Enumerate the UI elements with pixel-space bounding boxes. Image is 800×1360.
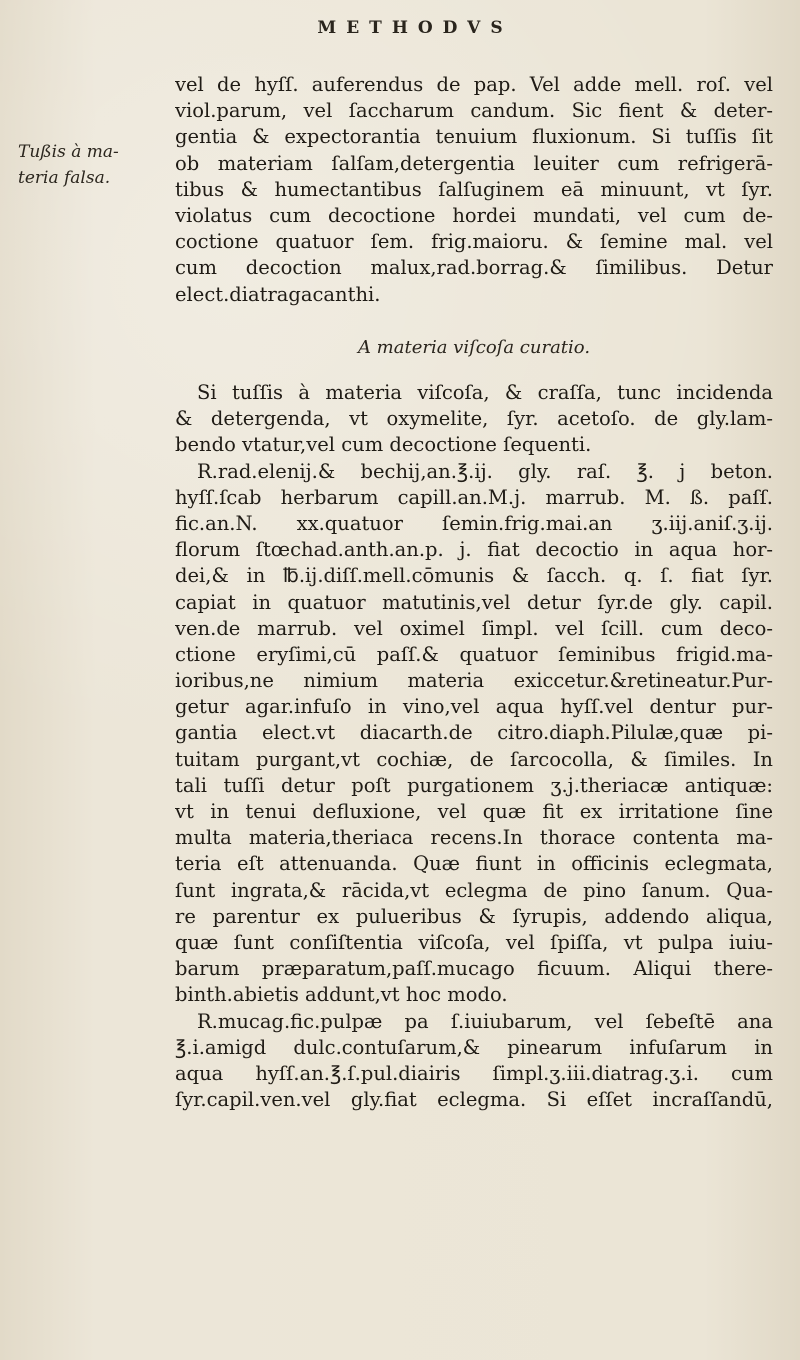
text-line: elect.diatragacanthi. <box>175 282 381 306</box>
text-line: ob materiam ſalſam,detergentia leuiter cum refrigerā- <box>175 151 773 175</box>
running-head: METHODVS <box>317 18 513 38</box>
recipe-line: R.mucag.fic.pulpæ pa ſ.iuiubarum, vel ſebeſtē ana <box>197 1009 773 1033</box>
text-line: bendo vtatur,vel cum decoctione ſequenti. <box>175 433 592 457</box>
margin-note-line: Tußis à ma- <box>18 142 119 162</box>
text-line: fic.an.N. xx.quatuor ſemin.frig.mai.an ʒ.iij.aniſ.ʒ.ij. <box>175 511 773 535</box>
text-line: vel de hyſſ. auferendus de pap. Vel adde mell. roſ. vel <box>175 73 773 96</box>
text-line: ℥.i.amigd dulc.contuſarum,& pinearum infuſarum in <box>175 1035 773 1059</box>
text-line: & detergenda, vt oxymelite, ſyr. acetoſo. de gly.lam- <box>175 407 773 431</box>
paragraph-2 <box>175 380 773 1113</box>
text-line: binth.abietis addunt,vt hoc modo. <box>175 983 508 1007</box>
text-line: tali tuſſi detur poſt purgationem ʒ.j.theriacæ antiquæ: <box>175 773 773 797</box>
text-line: hyſſ.ſcab herbarum capill.an.M.j. marrub. M. ß. paſſ. <box>175 485 773 509</box>
text-line: ven.de marrub. vel oximel ſimpl. vel ſcill. cum deco- <box>175 616 773 640</box>
text-line: ſunt ingrata,& rācida,vt eclegma de pino ſanum. Qua- <box>175 878 773 902</box>
text-line: multa materia,theriaca recens.In thorace contenta ma- <box>175 826 773 850</box>
text-line: re parentur ex pulueribus & ſyrupis, addendo aliqua, <box>175 904 773 928</box>
text-line: ioribus,ne nimium materia exiccetur.&retineatur.Pur- <box>175 669 773 693</box>
text-line: getur agar.infuſo in vino,vel aqua hyſſ.vel dentur pur- <box>175 695 773 719</box>
text-line: gantia elect.vt diacarth.de citro.diaph.Pilulæ,quæ pi- <box>175 721 773 745</box>
text-line: ctione eryſimi,cū paſſ.& quatuor ſeminibus frigid.ma- <box>175 642 773 666</box>
paragraph-1 <box>175 72 773 308</box>
text-line: teria eſt attenuanda. Quæ fiunt in officinis eclegmata, <box>175 852 773 876</box>
text-line: ſyr.capil.ven.vel gly.fiat eclegma. Si eſſet incraſſandū, <box>175 1088 773 1112</box>
text-line: Si tuſſis à materia viſcoſa, & craſſa, tunc incidenda <box>197 381 773 404</box>
text-line: violatus cum decoctione hordei mundati, vel cum de- <box>175 203 773 227</box>
recipe-line: R.rad.elenij.& bechij,an.℥.ij. gly. raſ. ℥. j beton. <box>197 459 773 483</box>
text-line: cum decoction malux,rad.borrag.& ſimilibus. Detur <box>175 256 773 280</box>
text-line: coctione quatuor ſem. frig.maioru. & ſemine mal. vel <box>175 230 773 254</box>
section-heading: A materia viſcoſa curatio. <box>357 337 591 358</box>
text-line: quæ ſunt conſiſtentia viſcoſa, vel ſpiſſa, vt pulpa iuiu- <box>175 930 773 954</box>
text-line: barum præparatum,paſſ.mucago ficuum. Aliqui there- <box>175 957 773 981</box>
text-line: florum ſtœchad.anth.an.p. j. fiat decoctio in aqua hor- <box>175 538 773 562</box>
text-line: aqua hyſſ.an.℥.ſ.pul.diairis ſimpl.ʒ.iii.diatrag.ʒ.i. cum <box>175 1061 773 1085</box>
text-line: vt in tenui defluxione, vel quæ fit ex irritatione ſine <box>175 800 773 823</box>
margin-note <box>18 140 168 192</box>
text-line: viol.parum, vel ſaccharum candum. Sic fient & deter- <box>175 99 773 123</box>
text-line: dei,& in ℔.ij.diſſ.mell.cōmunis & ſacch. q. ſ. fiat ſyr. <box>175 564 773 588</box>
text-line: tuitam purgant,vt cochiæ, de ſarcocolla, & ſimiles. In <box>175 747 773 771</box>
text-line: gentia & expectorantia tenuium fluxionum. Si tuſſis ſit <box>175 125 773 149</box>
text-line: capiat in quatuor matutinis,vel detur ſyr.de gly. capil. <box>175 590 773 614</box>
margin-note-line: teria falsa. <box>18 168 111 189</box>
text-line: tibus & humectantibus ſalſuginem eā minuunt, vt ſyr. <box>175 177 773 201</box>
